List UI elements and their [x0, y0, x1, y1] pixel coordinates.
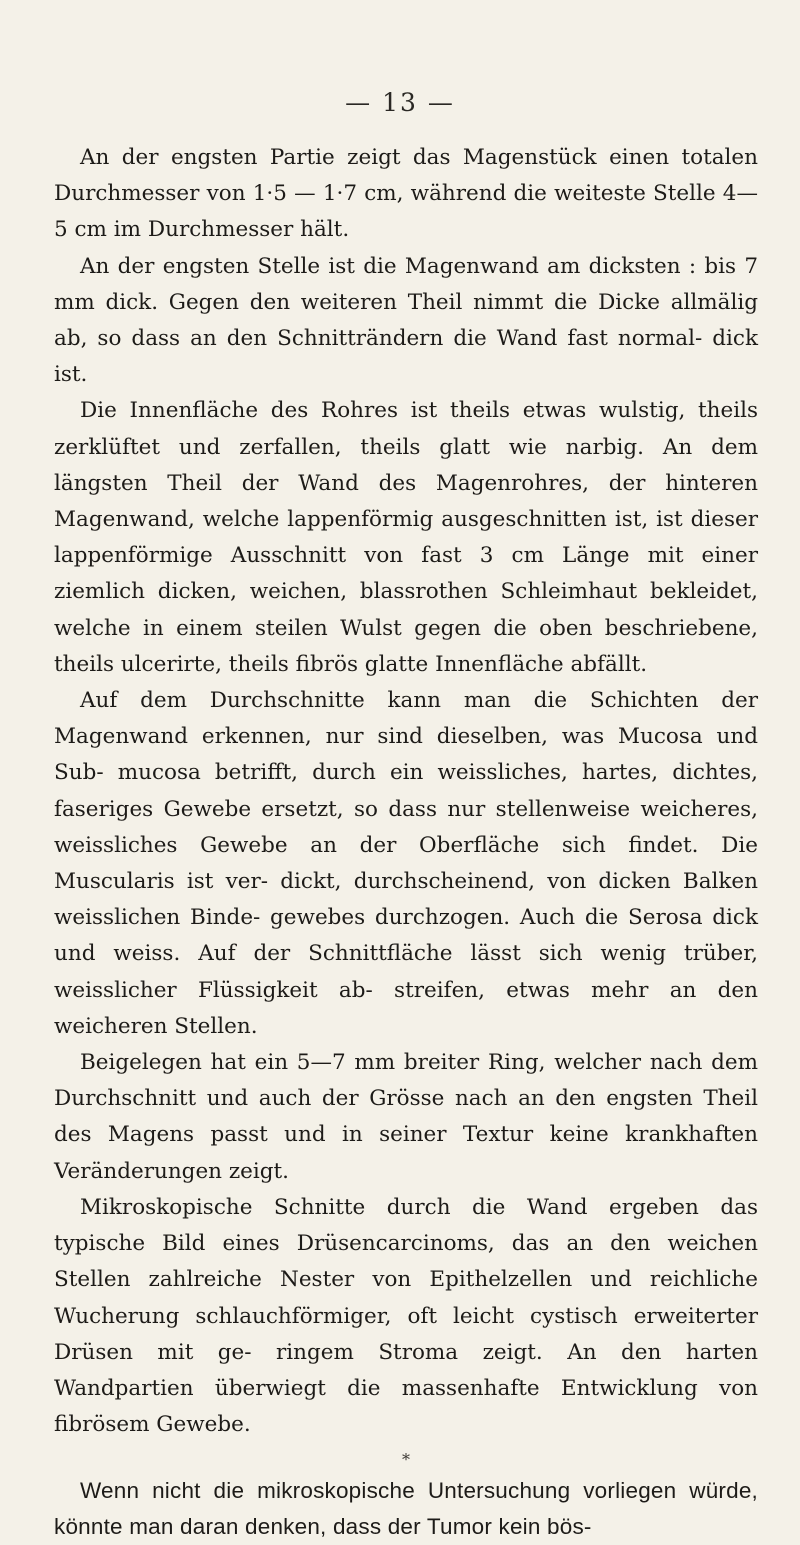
section-separator: * — [402, 1450, 410, 1470]
body-text — [54, 140, 758, 1545]
paragraph-ring: Beigelegen hat ein 5—7 mm breiter Ring, welcher nach dem Durchschnitt und auch der Grösse nach an den engsten Theil des Magens passt und in seiner Textur keine krankhaften Veränderungen zeigt. — [54, 1050, 758, 1184]
paragraph-cross-section: Auf dem Durchschnitte kann man die Schichten der Magenwand erkennen, nur sind dieselben, was Mucosa und Sub- mucosa betrifft, durch ein weissliches, hartes, dichtes, faseriges Gewebe ersetzt, so dass nur stellenweise weicheres, weissliches Gewebe an der Oberfläche sich findet. Die Muscularis ist ver- dickt, durchscheinend, von dicken Balken weisslichen Binde- gewebes durchzogen. Auch die Serosa dick und weiss. Auf der Schnittfläche lässt sich wenig trüber, weisslicher Flüssigkeit ab- streifen, etwas mehr an den weicheren Stellen. — [54, 688, 758, 1039]
paragraph-diameter: An der engsten Partie zeigt das Magenstück einen totalen Durchmesser von 1·5 — 1·7 cm, während die weiteste Stelle 4—5 cm im Durchmesser hält. — [54, 145, 758, 243]
paragraph-inner-surface: Die Innenfläche des Rohres ist theils etwas wulstig, theils zerklüftet und zerfallen, theils glatt wie narbig. An dem längsten Theil der Wand des Magenrohres, der hinteren Magenwand, welche lappenförmig ausgeschnitten ist, ist dieser lappenförmige Ausschnitt von fast 3 cm Länge mit einer ziemlich dicken, weichen, blassrothen Schleimhaut bekleidet, welche in einem steilen Wulst gegen die oben beschriebene, theils ulcerirte, theils fibrös glatte Innenfläche abfällt. — [54, 398, 758, 677]
paragraph-conclusion: Wenn nicht die mikroskopische Untersuchung vorliegen würde, könnte man daran denken, dass der Tumor kein bös- — [54, 1478, 758, 1540]
paragraph-microscopy: Mikroskopische Schnitte durch die Wand ergeben das typische Bild eines Drüsencarcinoms, das an den weichen Stellen zahlreiche Nester von Epithelzellen und reichliche Wucherung schlauchförmiger, oft leicht cystisch erweiterter Drüsen mit ge- ringem Stroma zeigt. An den harten Wandpartien überwiegt die massenhafte Entwicklung von fibrösem Gewebe. — [54, 1194, 758, 1438]
paragraph-wall-thickness: An der engsten Stelle ist die Magenwand am dicksten : bis 7 mm dick. Gegen den weiteren Theil nimmt die Dicke allmälig ab, so dass an den Schnitträndern die Wand fast normal- dick ist. — [54, 253, 758, 388]
page-number: — 13 — — [345, 88, 455, 117]
